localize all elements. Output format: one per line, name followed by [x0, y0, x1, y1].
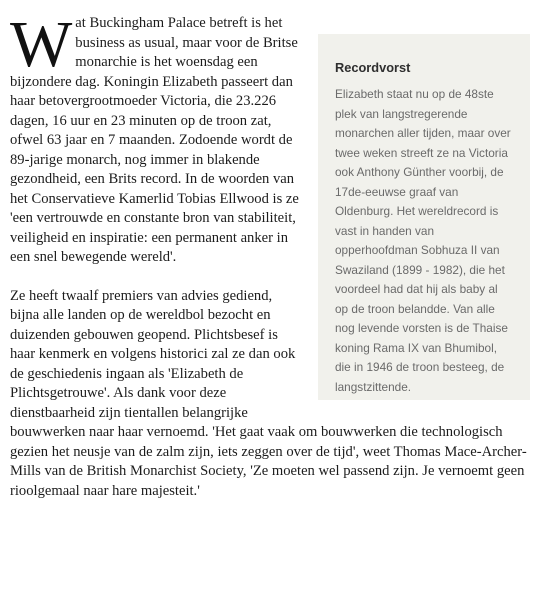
drop-cap: W — [10, 8, 73, 81]
sidebar-box — [318, 34, 530, 400]
sidebar-body: Elizabeth staat nu op de 48ste plek van langstregerende monarchen aller tijden, maar over twee weken streeft ze na Victoria ook Anthony Günther voorbij, de 17de-eeuwse graaf van Oldenburg. Het wereldrecord is vast in handen van opperhoofdman Sobhuza II van Swaziland (1899 - 1982), die het voordeel had dat hij als baby al op de troon belandde. Van alle nog levende vorsten is de Thaise koning Rama IX van Bhumibol, die in 1946 de troon besteeg, de langstzittende. — [335, 87, 511, 394]
article-paragraph-2: Ze heeft twaalf premiers van advies gediend, bijna alle landen op de wereldbol bezocht en duizenden gebouwen geopend. Plichtsbesef is haar kenmerk en volgens historici zal ze dan ook de geschiedenis ingaan als 'Elizabeth de Plichtsgetrouwe'. Als dank voor deze dienstbaarheid zijn tientallen belangrijke bouwwerken naar haar vernoemd. 'Het gaat vaak om bouwwerken die technologisch gezien het neusje van de zalm zijn, iets zeggen over de tijd', weet Thomas Mace-Archer-Mills van de British Monarchist Society, 'Ze moeten wel passend zijn. Je vernoemt geen rioolgemaal naar hare majesteit.' — [10, 287, 527, 499]
article — [10, 8, 530, 501]
paragraph-1-text: at Buckingham Palace betreft is het business as usual, maar voor de Britse monarchie is het woensdag een bijzondere dag. Koningin Elizabeth passeert dan haar betovergrootmoeder Victoria, die 23.226 dagen, 16 uur en 23 minuten op de troon zat, ofwel 63 jaar en 7 maanden. Zodoende wordt de 89-jarige monarch, nog immer in blakende gezondheid, een Brits record. In de woorden van het Conservatieve Kamerlid Tobias Ellwood is ze 'een vertrouwde en constante bron van stabiliteit, veiligheid en inspiratie: een permanent anker in een snel bewegende wereld'. — [10, 15, 299, 265]
sidebar-title: Recordvorst — [335, 60, 411, 75]
